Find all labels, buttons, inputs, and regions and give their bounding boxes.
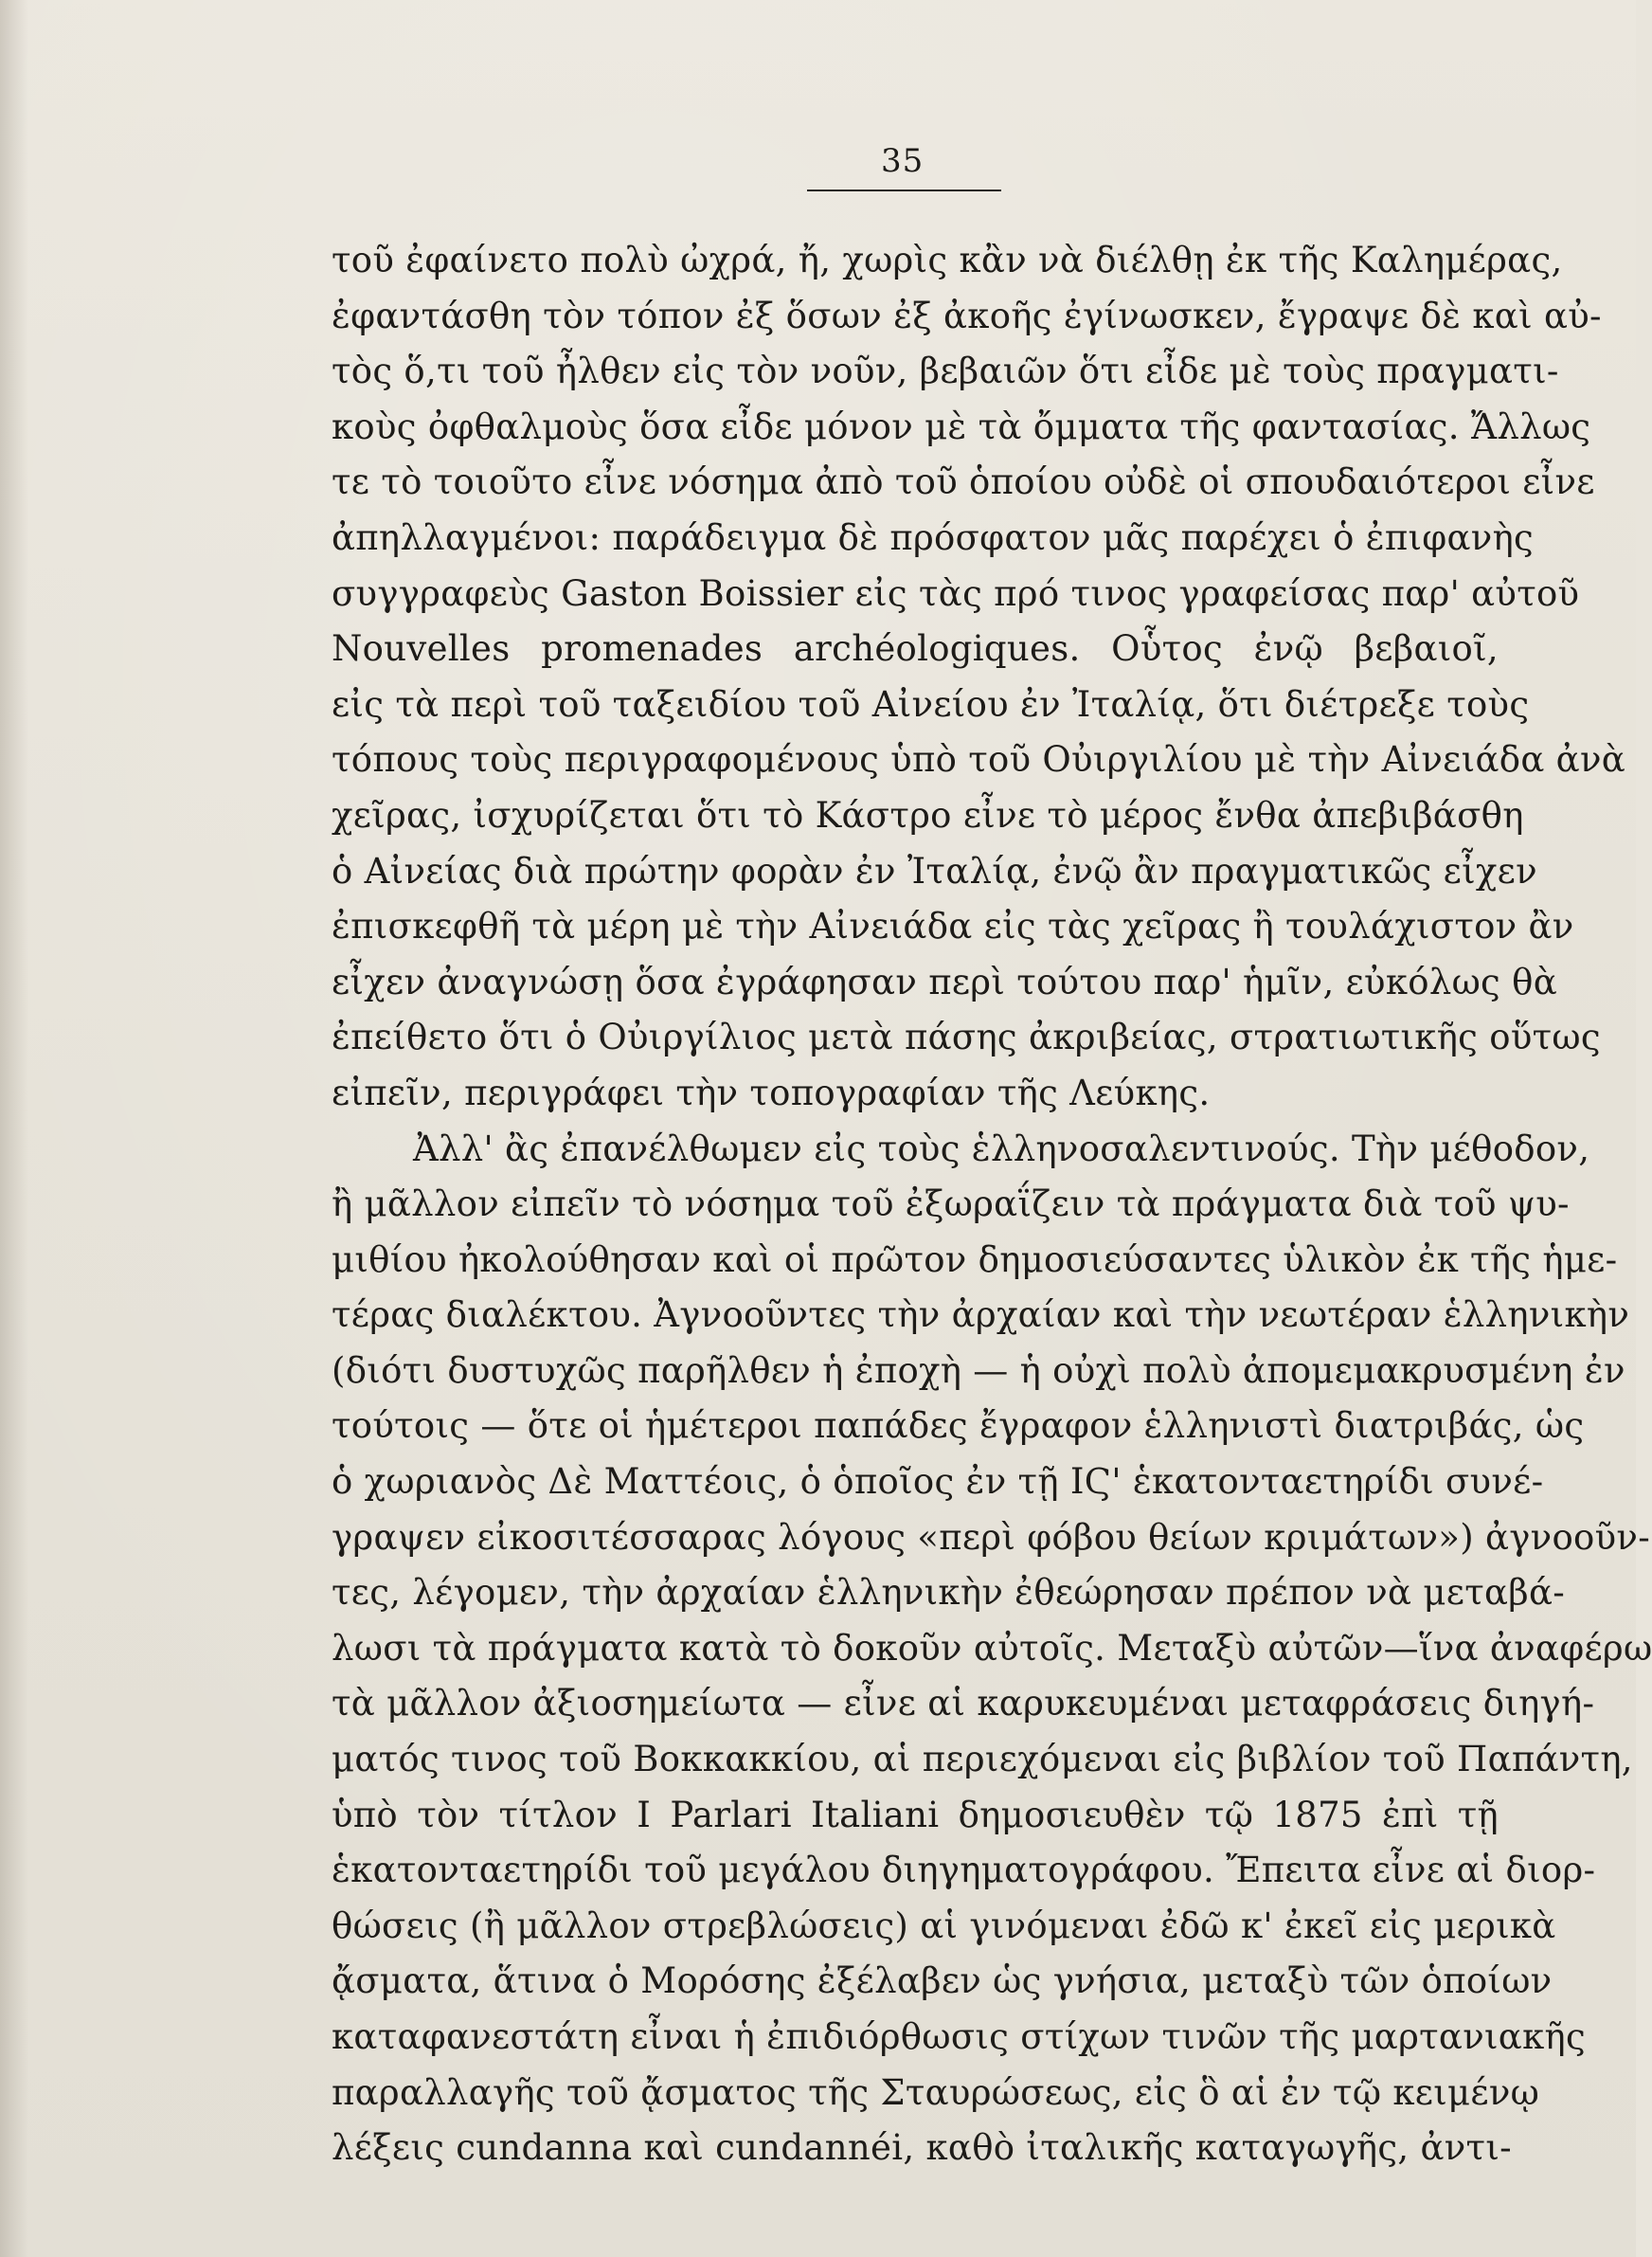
body-text (332, 233, 1652, 2176)
text-line: τε τὸ τοιοῦτο εἶνε νόσημα ἀπὸ τοῦ ὁποίου οὐδὲ οἱ σπουδαιότεροι εἶνε (332, 461, 1595, 503)
text-line: τὸς ὅ,τι τοῦ ἦλθεν εἰς τὸν νοῦν, βεβαιῶν ὅτι εἶδε μὲ τοὺς πραγματι- (332, 351, 1559, 392)
text-line: κοὺς ὀφθαλμοὺς ὅσα εἶδε μόνον μὲ τὰ ὄμματα τῆς φαντασίας. Ἄλλως (332, 406, 1591, 447)
text-line: καταφανεστάτη εἶναι ἡ ἐπιδιόρθωσις στίχων τινῶν τῆς μαρτανιακῆς (332, 2016, 1586, 2057)
text-line: χεῖρας, ἰσχυρίζεται ὅτι τὸ Κάστρο εἶνε τὸ μέρος ἔνθα ἀπεβιβάσθη (332, 794, 1524, 836)
text-line: συγγραφεὺς Gaston Boissier εἰς τὰς πρό τινος γραφείσας παρ' αὐτοῦ (332, 572, 1580, 614)
text-line: εἶχεν ἀναγνώσῃ ὅσα ἐγράφησαν περὶ τούτου παρ' ἡμῖν, εὐκόλως θὰ (332, 961, 1557, 1002)
text-line: τόπους τοὺς περιγραφομένους ὑπὸ τοῦ Οὐιργιλίου μὲ τὴν Αἰνειάδα ἀνὰ (332, 739, 1626, 781)
text-line: Ἀλλ' ἂς ἐπανέλθωμεν εἰς τοὺς ἑλληνοσαλεντινούς. Τὴν μέθοδον, (413, 1128, 1590, 1169)
text-line: ἐπισκεφθῆ τὰ μέρη μὲ τὴν Αἰνειάδα εἰς τὰς χεῖρας ἢ τουλάχιστον ἂν (332, 906, 1574, 948)
text-line: ἑκατονταετηρίδι τοῦ μεγάλου διηγηματογράφου. Ἔπειτα εἶνε αἱ διορ- (332, 1850, 1596, 1891)
text-line: λέξεις cundanna καὶ cundannéi, καθὸ ἰταλικῆς καταγωγῆς, ἀντι- (332, 2127, 1512, 2169)
text-line: τούτοις — ὅτε οἱ ἡμέτεροι παπάδες ἔγραφον ἑλληνιστὶ διατριβάς, ὡς (332, 1405, 1585, 1447)
text-line: Nouvelles promenades archéologiques. Οὗτος ἐνῷ βεβαιοῖ, (332, 628, 1499, 670)
text-line: μιθίου ἠκολούθησαν καὶ οἱ πρῶτον δημοσιεύσαντες ὑλικὸν ἐκ τῆς ἡμε- (332, 1238, 1618, 1280)
text-line: (διότι δυστυχῶς παρῆλθεν ἡ ἐποχὴ — ἡ οὐχὶ πολὺ ἀπομεμακρυσμένη ἐν (332, 1349, 1625, 1391)
text-line: θώσεις (ἢ μᾶλλον στρεβλώσεις) αἱ γινόμεναι ἐδῶ κ' ἐκεῖ εἰς μερικὰ (332, 1905, 1556, 1946)
text-line: ὑπὸ τὸν τίτλον I Parlari Italiani δημοσιευθὲν τῷ 1875 ἐπὶ τῇ (332, 1794, 1499, 1835)
text-line: ᾄσματα, ἅτινα ὁ Μορόσης ἐξέλαβεν ὡς γνήσια, μεταξὺ τῶν ὁποίων (332, 1960, 1553, 2002)
text-line: τοῦ ἐφαίνετο πολὺ ὠχρά, ἤ, χωρὶς κἂν νὰ διέλθῃ ἐκ τῆς Καλημέρας, (332, 240, 1563, 280)
text-line: γραψεν εἰκοσιτέσσαρας λόγους «περὶ φόβου θείων κριμάτων») ἀγνοοῦν- (332, 1516, 1651, 1558)
text-line: παραλλαγῆς τοῦ ᾄσματος τῆς Σταυρώσεως, εἰς ὃ αἱ ἐν τῷ κειμένῳ (332, 2071, 1540, 2113)
binding-shadow (0, 0, 28, 2257)
text-line: τέρας διαλέκτου. Ἀγνοοῦντες τὴν ἀρχαίαν καὶ τὴν νεωτέραν ἑλληνικὴν (332, 1294, 1630, 1336)
text-line: εἰπεῖν, περιγράφει τὴν τοπογραφίαν τῆς Λεύκης. (332, 1072, 1211, 1113)
text-line: τες, λέγομεν, τὴν ἀρχαίαν ἑλληνικὴν ἐθεώρησαν πρέπον νὰ μεταβά- (332, 1572, 1566, 1614)
text-line: ἢ μᾶλλον εἰπεῖν τὸ νόσημα τοῦ ἐξωραΐζειν τὰ πράγματα διὰ τοῦ ψυ- (332, 1183, 1570, 1225)
page-number: 35 (881, 142, 925, 180)
text-line: εἰς τὰ περὶ τοῦ ταξειδίου τοῦ Αἰνείου ἐν Ἰταλίᾳ, ὅτι διέτρεξε τοὺς (332, 683, 1530, 725)
page-number-rule (807, 190, 1001, 191)
text-line: ἐφαντάσθη τὸν τόπον ἐξ ὅσων ἐξ ἀκοῆς ἐγίνωσκεν, ἔγραψε δὲ καὶ αὐ- (332, 295, 1602, 336)
text-line: ὁ Αἰνείας διὰ πρώτην φορὰν ἐν Ἰταλίᾳ, ἐνῷ ἂν πραγματικῶς εἶχεν (332, 850, 1537, 892)
text-line: ἐπείθετο ὅτι ὁ Οὐιργίλιος μετὰ πάσης ἀκριβείας, στρατιωτικῆς οὕτως (332, 1017, 1601, 1058)
text-line: ὁ χωριανὸς Δὲ Ματτέοις, ὁ ὁποῖος ἐν τῇ ΙϚ' ἑκατονταετηρίδι συνέ- (332, 1461, 1544, 1503)
text-line: λωσι τὰ πράγματα κατὰ τὸ δοκοῦν αὐτοῖς. Μεταξὺ αὐτῶν—ἵνα ἀναφέρω (332, 1627, 1652, 1669)
text-line: τὰ μᾶλλον ἀξιοσημείωτα — εἶνε αἱ καρυκευμέναι μεταφράσεις διηγή- (332, 1683, 1595, 1724)
text-line: ἀπηλλαγμένοι: παράδειγμα δὲ πρόσφατον μᾶς παρέχει ὁ ἐπιφανὴς (332, 516, 1535, 558)
text-line: ματός τινος τοῦ Βοκκακκίου, αἱ περιεχόμεναι εἰς βιβλίον τοῦ Παπάντη, (332, 1739, 1633, 1780)
